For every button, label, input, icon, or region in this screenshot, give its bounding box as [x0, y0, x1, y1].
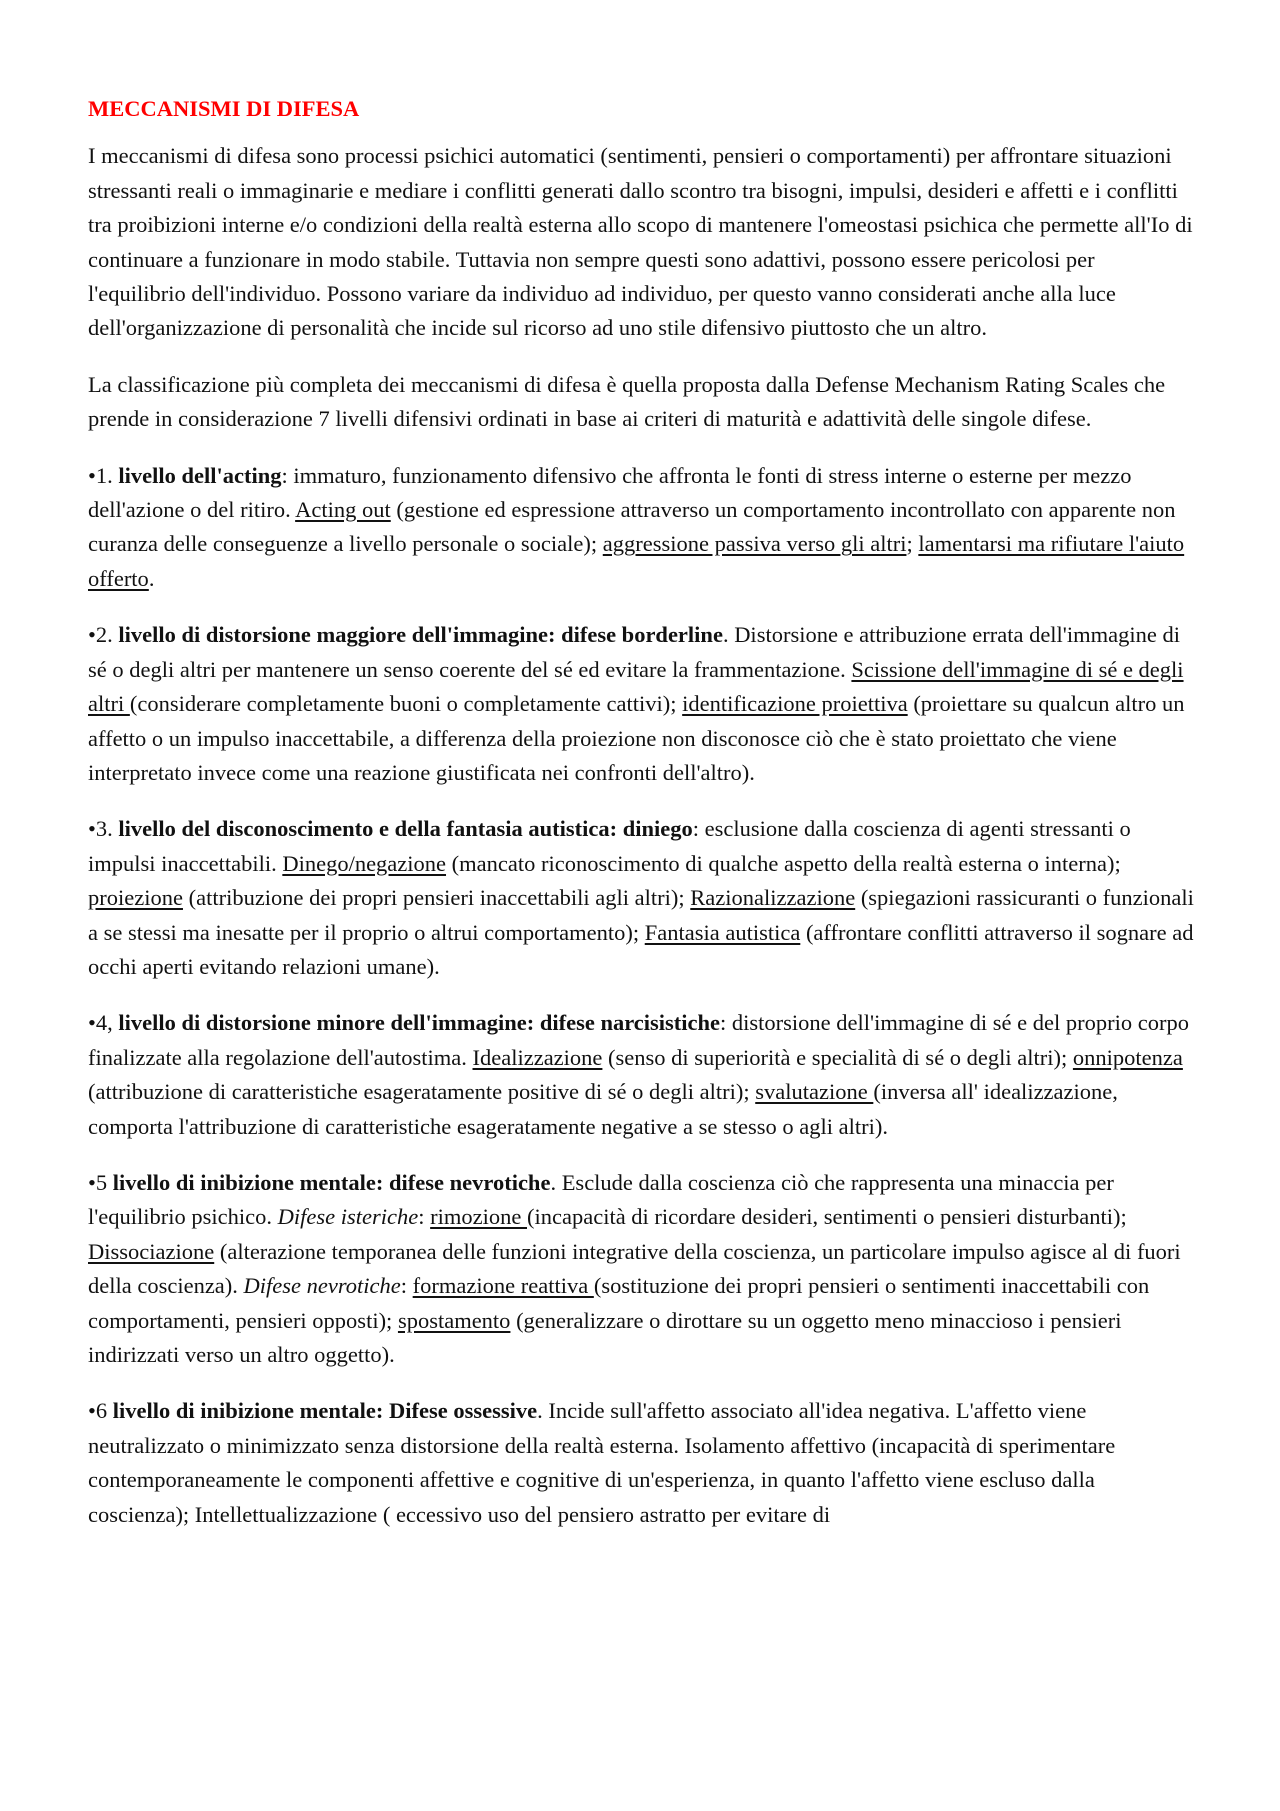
term-proiezione: proiezione: [88, 885, 183, 911]
level-5-heading: livello di inibizione mentale: difese nevrotiche: [112, 1169, 551, 1195]
level-4-text: (senso di superiorità e specialità di sé o degli altri);: [602, 1044, 1073, 1070]
term-svalutazione: svalutazione: [755, 1079, 874, 1105]
term-spostamento: spostamento: [397, 1307, 511, 1333]
level-1-text: (gestione ed espressione attraverso un comportamento incontrollato con apparente non curanza delle conseguenze a livello personale o sociale);: [88, 497, 1176, 557]
level-3-text: (affrontare conflitti attraverso il sognare ad occhi aperti evitando relazioni umane).: [88, 919, 1194, 979]
level-4-text: : distorsione dell'immagine di sé e del proprio corpo finalizzate alla regolazione dell'autostima.: [88, 1010, 1189, 1070]
level-5-text: (incapacità di ricordare desideri, sentimenti o pensieri disturbanti);: [527, 1204, 1127, 1230]
level-5-number: •5: [88, 1169, 113, 1195]
term-dissociazione: Dissociazione: [88, 1238, 215, 1264]
level-2-paragraph: [88, 618, 1198, 790]
term-acting-out: Acting out: [295, 497, 391, 523]
level-3-text: : esclusione dalla coscienza di agenti stressanti o impulsi inaccettabili.: [88, 816, 1131, 876]
level-1-text: ;: [906, 531, 919, 557]
level-4-text: (inversa all' idealizzazione, comporta l'attribuzione di caratteristiche esageratamente negative a se stesso o agli altri).: [88, 1079, 1118, 1139]
level-1-paragraph: [88, 459, 1198, 597]
level-2-number: •2.: [88, 622, 119, 648]
level-5-text: :: [418, 1204, 431, 1230]
level-1-text: : immaturo, funzionamento difensivo che affronta le fonti di stress interne o esterne per mezzo dell'azione o del ritiro.: [88, 462, 1132, 523]
term-identificazione-proiettiva: identificazione proiettiva: [682, 691, 908, 717]
level-2-heading: livello di distorsione maggiore dell'immagine: difese borderline: [118, 622, 723, 648]
term-rimozione: rimozione: [430, 1204, 527, 1230]
level-6-text: . Incide sull'affetto associato all'idea negativa. L'affetto viene neutralizzato o minimizzato senza distorsione della realtà esterna. Isolamento affettivo (incapacità di sperimentare contemporaneamente le componenti affettive e cognitive di un'esperienza, in quanto l'affetto viene escluso dalla coscienza); Intellettualizzazione ( eccessivo uso del pensiero astratto per evitare di: [88, 1398, 1116, 1527]
page-title: MECCANISMI DI DIFESA: [88, 96, 360, 121]
level-4-number: •4,: [88, 1010, 119, 1036]
level-5-text: (alterazione temporanea delle funzioni integrative della coscienza, un particolare impulso agisce al di fuori della coscienza).: [88, 1238, 1181, 1299]
term-dinego-negazione: Dinego/negazione: [282, 850, 447, 876]
document-page: [88, 92, 1198, 1554]
level-2-text: (proiettare su qualcun altro un affetto o un impulso inaccettabile, a differenza della proiezione non disconosce ciò che è stato proiettato che viene interpretato invece come una reazione giustificata nei confronti dell'altro).: [88, 691, 1185, 785]
term-razionalizzazione: Razionalizzazione: [690, 885, 856, 911]
level-5-text: . Esclude dalla coscienza ciò che rappresenta una minaccia per l'equilibrio psichico.: [88, 1169, 1114, 1230]
term-idealizzazione: Idealizzazione: [472, 1044, 603, 1070]
level-1-text: .: [148, 565, 155, 591]
level-3-paragraph: [88, 812, 1198, 984]
level-4-paragraph: [88, 1006, 1198, 1144]
term-formazione-reattiva: formazione reattiva: [412, 1273, 594, 1299]
level-6-heading: livello di inibizione mentale: Difese ossessive: [112, 1398, 538, 1424]
intro-paragraph-2: La classificazione più completa dei meccanismi di difesa è quella proposta dalla Defense Mechanism Rating Scales che prende in considerazione 7 livelli difensivi ordinati in base ai criteri di maturità e adattività delle singole difese.: [88, 371, 1166, 432]
level-2-text: . Distorsione e attribuzione errata dell'immagine di sé o degli altri per mantenere un senso coerente del sé ed evitare la frammentazione.: [88, 622, 1180, 682]
intro-paragraph-1: I meccanismi di difesa sono processi psichici automatici (sentimenti, pensieri o comportamenti) per affrontare situazioni stressanti reali o immaginarie e mediare i conflitti generati dallo scontro tra bisogni, impulsi, desideri e affetti e i conflitti tra proibizioni interne e/o condizioni della realtà esterna allo scopo di mantenere l'omeostasi psichica che permette all'Io di continuare a funzionare in modo stabile. Tuttavia non sempre questi sono adattivi, possono essere pericolosi per l'equilibrio dell'individuo. Possono variare da individuo ad individuo, per questo vanno considerati anche alla luce dell'organizzazione di personalità che incide sul ricorso ad uno stile difensivo piuttosto che un altro.: [88, 143, 1193, 341]
level-5-text: (sostituzione dei propri pensieri o sentimenti inaccettabili con comportamenti, pensieri opposti);: [88, 1273, 1150, 1333]
level-3-text: (spiegazioni rassicuranti o funzionali a se stessi ma inesatte per il proprio o altrui comportamento);: [88, 885, 1194, 945]
level-6-paragraph: [88, 1394, 1198, 1532]
level-5-text: :: [400, 1273, 413, 1299]
level-3-number: •3.: [88, 816, 119, 842]
term-aggressione-passiva: aggressione passiva verso gli altri: [602, 531, 907, 557]
subheading-difese-isteriche: Difese isteriche: [277, 1204, 419, 1230]
term-scissione: Scissione dell'immagine di sé e degli altri: [88, 656, 1184, 717]
level-3-text: (attribuzione dei propri pensieri inaccettabili agli altri);: [182, 885, 691, 911]
level-3-heading: livello del disconoscimento e della fantasia autistica: diniego: [118, 816, 693, 842]
level-6-number: •6: [88, 1398, 113, 1424]
level-4-heading: livello di distorsione minore dell'immagine: difese narcisistiche: [118, 1010, 721, 1036]
term-onnipotenza: onnipotenza: [1072, 1044, 1183, 1070]
level-1-heading: livello dell'acting: [118, 462, 282, 488]
term-lamentarsi: lamentarsi ma rifiutare l'aiuto offerto: [88, 531, 1185, 591]
term-fantasia-autistica: Fantasia autistica: [644, 919, 801, 945]
level-4-text: (attribuzione di caratteristiche esageratamente positive di sé o degli altri);: [88, 1079, 756, 1105]
level-1-number: •1.: [88, 462, 119, 488]
level-5-text: (generalizzare o dirottare su un oggetto meno minaccioso i pensieri indirizzati verso un altro oggetto).: [88, 1307, 1122, 1367]
level-5-paragraph: [88, 1166, 1198, 1372]
level-3-text: (mancato riconoscimento di qualche aspetto della realtà esterna o interna);: [446, 850, 1121, 876]
subheading-difese-nevrotiche: Difese nevrotiche: [243, 1273, 401, 1299]
level-2-text: (considerare completamente buoni o completamente cattivi);: [129, 691, 683, 717]
